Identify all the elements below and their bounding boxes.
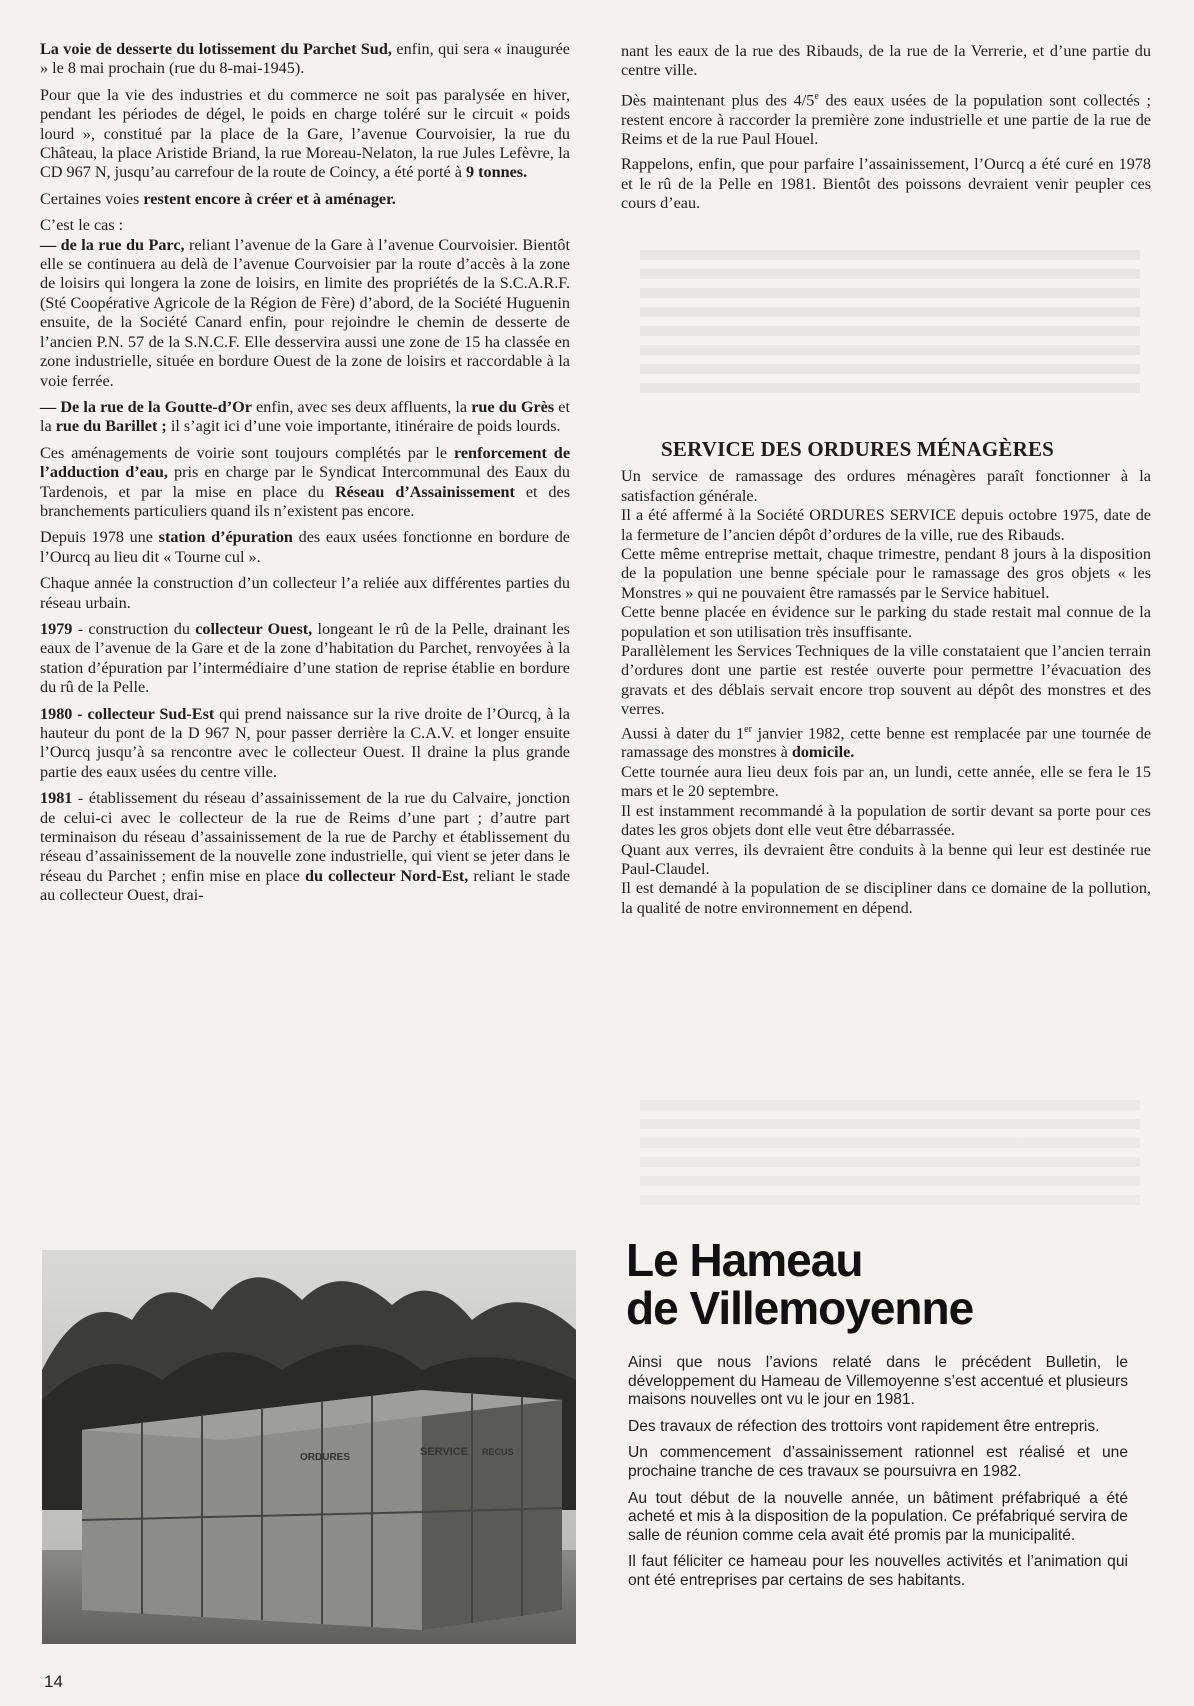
hameau-title-line1: Le Hameau	[626, 1234, 863, 1286]
text-run: Réseau d’Assainissement	[334, 482, 515, 501]
text-run: er	[744, 723, 752, 735]
paragraph	[40, 444, 570, 522]
paragraph	[40, 789, 570, 905]
text-run: Certaines voies	[40, 189, 144, 208]
paragraph	[621, 642, 1151, 720]
text-run: pris en charge par le Syndicat Intercommunal des Eaux du Tardenois, et par la mise en place du	[40, 463, 570, 501]
paragraph	[628, 1553, 1128, 1590]
hameau-section	[628, 1236, 1128, 1599]
text-run: Depuis 1978 une	[40, 528, 159, 547]
text-run: collecteur Ouest,	[195, 619, 313, 638]
paragraph	[628, 1490, 1128, 1546]
text-run: Quant aux verres, ils devraient être conduits à la benne qui leur est destinée rue Paul-Claudel.	[621, 840, 1151, 878]
hameau-body	[628, 1354, 1128, 1591]
paragraph	[40, 190, 570, 209]
text-run: — De la rue de la Goutte-d’Or	[40, 397, 252, 416]
text-run: Rappelons, enfin, que pour parfaire l’assainissement, l’Ourcq a été curé en 1978 et le rû de la Pelle en 1981. Bientôt des poissons devraient venir peupler ces cours d’eau.	[621, 155, 1151, 213]
ordures-section	[621, 437, 1152, 918]
paragraph	[621, 155, 1151, 213]
text-run: nant les eaux de la rue des Ribauds, de la rue de la Verrerie, et d’une partie du centre ville.	[621, 42, 1151, 80]
text-run: enfin, avec ses deux affluents, la	[251, 397, 472, 416]
paragraph	[40, 40, 570, 79]
text-run: Il faut féliciter ce hameau pour les nouvelles activités et l’animation qui ont été entreprises par certains de ses habitants.	[628, 1553, 1128, 1589]
text-run: longeant le rû de la Pelle, drainant les eaux de l’avenue de la Gare et de la zone d’habitation du Parchet, renvoyées à la station d’épuration par l’intermédiaire d’une station de reprise établie en bordure du rû de la Pelle.	[40, 619, 570, 697]
text-run: Aussi à dater du 1	[621, 724, 745, 743]
text-run: des eaux usées fonctionne en bordure de l’Ourcq au lieu dit « Tourne cul ».	[40, 528, 570, 566]
text-run: - construction du	[72, 619, 196, 638]
text-run: Parallèlement les Services Techniques de la ville constataient que l’ancien terrain d’ordures dont une partie est restée ouverte pour permettre l’évacuation des gravats et des déblais servait encore trop souvent au dépôt des monstres et des verres.	[621, 642, 1151, 719]
bleed-through	[640, 1100, 1140, 1210]
paragraph	[40, 216, 570, 391]
text-run: renforcement de l’adduction d’eau,	[40, 443, 570, 482]
dumpster-photo	[42, 1250, 576, 1644]
paragraph	[621, 763, 1151, 802]
paragraph	[40, 620, 570, 698]
text-run: et la	[40, 397, 570, 436]
text-run: La voie de desserte du lotissement du Parchet Sud,	[40, 40, 392, 58]
hameau-title-line2: de Villemoyenne	[626, 1282, 974, 1334]
paragraph	[40, 705, 570, 783]
paragraph	[621, 42, 1151, 81]
text-run: e	[814, 90, 819, 102]
bleed-through	[640, 250, 1140, 400]
dumpster-label-3: RECUS	[482, 1447, 514, 1457]
paragraph	[621, 802, 1151, 841]
text-run: Des travaux de réfection des trottoirs vont rapidement être entrepris.	[628, 1417, 1100, 1435]
dumpster-label-2: SERVICE	[420, 1446, 469, 1458]
text-run: Au tout début de la nouvelle année, un bâtiment préfabriqué a été acheté et mis à la disposition de la population. Ce préfabriqué servira de salle de réunion comme cela avait été promis par la municipalité.	[628, 1489, 1128, 1544]
text-run: du collecteur Nord-Est,	[304, 866, 469, 885]
paragraph	[621, 720, 1151, 763]
text-run: janvier 1982, cette benne est remplacée par une tournée de ramassage des monstres à	[621, 724, 1152, 762]
text-run: Pour que la vie des industries et du commerce ne soit pas paralysée en hiver, pendant les périodes de dégel, le poids en charge toléré sur le circuit « poids lourd », constitué par la place de la Gare, l’avenue Courvoisier, la rue du Château, la place Aristide Briand, la rue Moreau-Nelaton, la rue Jules Lefèvre, la CD 967 N, jusqu’au carrefour de la route de Coincy, a été porté à	[40, 85, 570, 182]
text-run: 9 tonnes.	[465, 163, 528, 182]
text-run: des eaux usées de la population sont collectés ; restent encore à raccorder la première zone industrielle et une partie de la rue de Reims et de la rue Paul Houel.	[621, 91, 1151, 149]
text-run: et des branchements particuliers quand ils n’existent pas encore.	[40, 482, 570, 520]
text-run: il s’agit ici d’une voie importante, itinéraire de poids lourds.	[166, 417, 561, 436]
text-run: rue du Grès	[471, 397, 555, 416]
paragraph	[621, 467, 1151, 506]
text-run: reliant le stade au collecteur Ouest, drai-	[40, 866, 570, 905]
ordures-body	[621, 467, 1151, 918]
text-run: Cette tournée aura lieu deux fois par an, un lundi, cette année, elle se fera le 15 mars et le 20 septembre.	[621, 762, 1151, 801]
text-run: Il est demandé à la population de se discipliner dans ce domaine de la pollution, la qualité de notre environnement en dépend.	[621, 879, 1151, 917]
paragraph	[628, 1354, 1128, 1410]
text-run: Dès maintenant plus des 4/5	[621, 91, 815, 110]
paragraph	[621, 506, 1151, 545]
text-run: - établissement du réseau d’assainissement de la rue du Calvaire, jonction de celui-ci avec le collecteur de la rue de Reims d’une part ; d’autre part terminaison du réseau d’assainissement de la rue de Parchy et établissement du réseau d’assainissement de la nouvelle zone industrielle, qui vient se jeter dans le réseau du Parchet ; enfin mise en place	[40, 789, 570, 885]
text-run: 1980 - collecteur Sud-Est	[40, 704, 215, 723]
paragraph	[621, 841, 1151, 880]
text-run: enfin, qui sera « inaugurée » le 8 mai prochain (rue du 8-mai-1945).	[40, 40, 570, 78]
paragraph	[40, 528, 570, 567]
text-run: domicile.	[791, 743, 855, 762]
text-run: 1979	[40, 619, 73, 638]
paragraph	[628, 1418, 1128, 1437]
text-run: Un service de ramassage des ordures ménagères paraît fonctionner à la satisfaction générale.	[621, 467, 1151, 505]
text-run: reliant l’avenue de la Gare à l’avenue Courvoisier. Bientôt elle se continuera au delà de l’avenue Courvoisier par la route d’accès à la zone de loisirs qui longera la zone de loisirs, en limite des propriétés de la S.C.A.R.F. (Sté Coopérative Agricole de la Région de Fère) d’abord, de la Société Huguenin ensuite, de la Société Canard enfin, pour rejoindre le chemin de desserte de l’ancien P.N. 57 de la S.N.C.F. Elle desservira aussi une zone de 15 ha classée en zone industrielle, située en bordure Ouest de la zone de loisirs et raccordable à la voie ferrée.	[40, 235, 570, 390]
text-run: Un commencement d’assainissement rationnel est réalisé et une prochaine tranche de ces travaux se poursuivra en 1982.	[628, 1444, 1128, 1480]
text-run: qui prend naissance sur la rive droite de l’Ourcq, à la hauteur du pont de la D 967 N, pour passer derrière la C.A.V. et longer ensuite l’Ourcq jusqu’à sa rencontre avec le collecteur Ouest. Il draine la plus grande partie des eaux usées du centre ville.	[40, 704, 570, 781]
right-column-top	[621, 42, 1151, 220]
text-run: C’est le cas :	[40, 216, 124, 235]
text-run: — de la rue du Parc,	[40, 235, 185, 254]
text-run: Il est instamment recommandé à la population de sortir devant sa porte pour ces dates les gros objets dont elle veut être débarrassée.	[621, 801, 1151, 840]
text-run: Cette même entreprise mettait, chaque trimestre, pendant 8 jours à la disposition de la population une benne spéciale pour le ramassage des gros objets « les Monstres » qui ne pouvaient être ramassés par le Service habituel.	[621, 545, 1151, 602]
text-run: rue du Barillet ;	[55, 417, 167, 436]
paragraph	[621, 545, 1151, 603]
text-run: Il a été affermé à la Société ORDURES SERVICE depuis octobre 1975, date de la fermeture de l’ancien dépôt d’ordures de la ville, rue des Ribauds.	[621, 506, 1151, 544]
dumpster-illustration	[42, 1250, 576, 1644]
paragraph	[628, 1444, 1128, 1481]
text-run: restent encore à créer et à aménager.	[143, 189, 396, 208]
page-number: 14	[44, 1672, 63, 1691]
paragraph	[40, 86, 570, 183]
left-column	[40, 40, 570, 913]
text-run: Ainsi que nous l’avions relaté dans le précédent Bulletin, le développement du Hameau de Villemoyenne s’est accentué et plusieurs maisons nouvelles ont vu le jour en 1981.	[628, 1354, 1128, 1409]
paragraph	[621, 603, 1151, 642]
ordures-title: SERVICE DES ORDURES MÉNAGÈRES	[661, 437, 1055, 461]
dumpster-label-1: ORDURES	[300, 1452, 351, 1463]
text-run: Ces aménagements de voirie sont toujours complétés par le	[40, 443, 454, 462]
paragraph	[621, 87, 1151, 150]
paragraph	[40, 398, 570, 437]
text-run: station d’épuration	[158, 528, 293, 547]
paragraph	[40, 574, 570, 613]
text-run: Chaque année la construction d’un collecteur l’a reliée aux différentes parties du réseau urbain.	[40, 574, 570, 612]
hameau-title	[626, 1236, 1128, 1332]
text-run: 1981	[40, 789, 73, 808]
text-run: Cette benne placée en évidence sur le parking du stade restait mal connue de la population et son utilisation très insuffisante.	[621, 603, 1151, 641]
paragraph	[621, 879, 1151, 918]
